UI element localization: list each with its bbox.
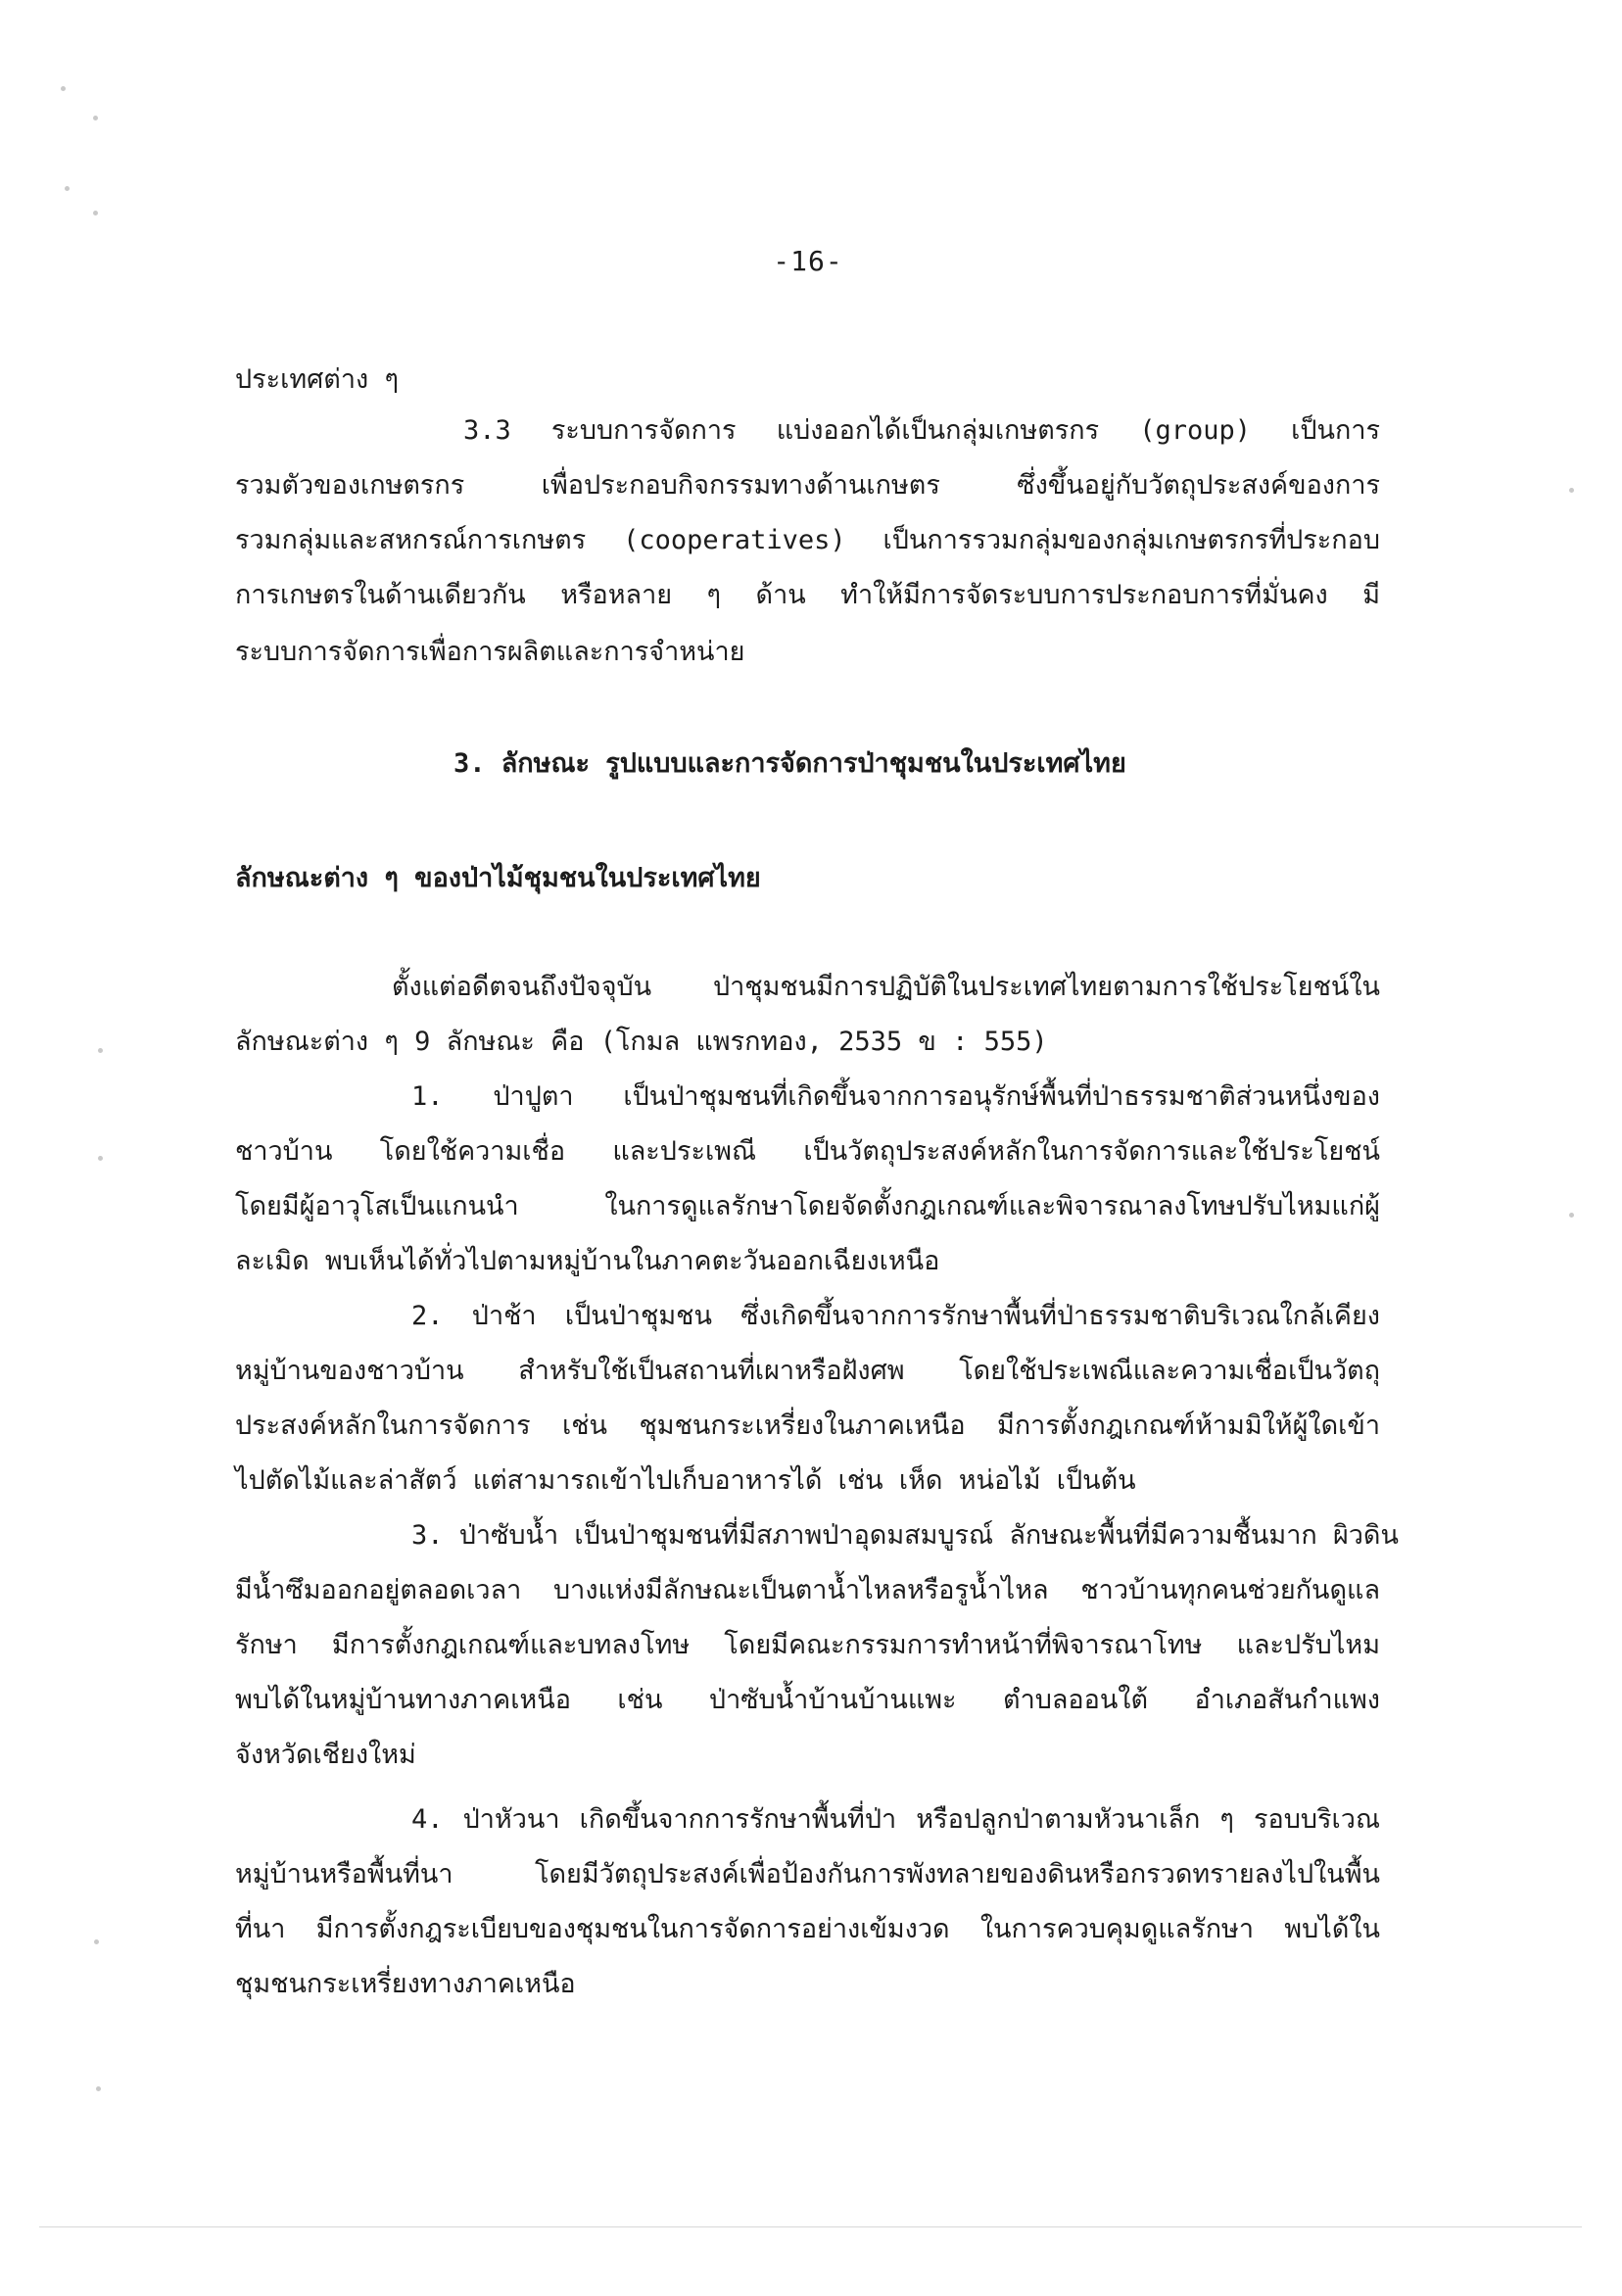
para-33-line-4: การเกษตรในด้านเดียวกัน หรือหลาย ๆ ด้าน ทำให้มีการจัดระบบการประกอบการที่มั่นคง มี: [235, 580, 1380, 610]
scan-speck: [94, 1939, 99, 1944]
item3-line-3: รักษา มีการตั้งกฎเกณฑ์และบทลงโทษ โดยมีคณะกรรมการทำหน้าที่พิจารณาโทษ และปรับไหม: [235, 1630, 1380, 1660]
section-heading: 3. ลักษณะ รูปแบบและการจัดการป่าชุมชนในประเทศไทย: [453, 748, 1126, 779]
para-33-line-1: 3.3 ระบบการจัดการ แบ่งออกได้เป็นกลุ่มเกษตรกร (group) เป็นการ: [463, 415, 1380, 446]
scan-speck: [65, 186, 70, 191]
sub-heading: ลักษณะต่าง ๆ ของป่าไม้ชุมชนในประเทศไทย: [235, 863, 761, 893]
scan-speck: [96, 2086, 101, 2091]
item2-line-3: ประสงค์หลักในการจัดการ เช่น ชุมชนกระเหรี่ยงในภาคเหนือ มีการตั้งกฎเกณฑ์ห้ามมิให้ผู้ใดเข้า: [235, 1411, 1380, 1441]
item3-line-2: มีน้ำซึมออกอยู่ตลอดเวลา บางแห่งมีลักษณะเป็นตาน้ำไหลหรือรูน้ำไหล ชาวบ้านทุกคนช่วยกันดูแล: [235, 1575, 1380, 1605]
item1-line-3: โดยมีผู้อาวุโสเป็นแกนนำ ในการดูแลรักษาโดยจัดตั้งกฎเกณฑ์และพิจารณาลงโทษปรับไหมแก่ผู้: [235, 1191, 1380, 1221]
item1-line-1: 1. ป่าปูตา เป็นป่าชุมชนที่เกิดขึ้นจากการอนุรักษ์พื้นที่ป่าธรรมชาติส่วนหนึ่งของ: [411, 1081, 1380, 1112]
item3-line-1: 3. ป่าซับน้ำ เป็นป่าชุมชนที่มีสภาพป่าอุดมสมบูรณ์ ลักษณะพื้นที่มีความชื้นมาก ผิวดิน: [411, 1520, 1399, 1551]
scan-bottom-edge: [39, 2226, 1582, 2227]
page-number: -16-: [773, 245, 843, 277]
item4-line-1: 4. ป่าหัวนา เกิดขึ้นจากการรักษาพื้นที่ป่า หรือปลูกป่าตามหัวนาเล็ก ๆ รอบบริเวณ: [411, 1804, 1380, 1835]
scan-speck: [98, 1156, 103, 1161]
item1-line-2: ชาวบ้าน โดยใช้ความเชื่อ และประเพณี เป็นวัตถุประสงค์หลักในการจัดการและใช้ประโยชน์: [235, 1136, 1380, 1167]
continuation-line: ประเทศต่าง ๆ: [235, 364, 399, 395]
item1-line-4: ละเมิด พบเห็นได้ทั่วไปตามหมู่บ้านในภาคตะวันออกเฉียงเหนือ: [235, 1246, 940, 1276]
item2-line-2: หมู่บ้านของชาวบ้าน สำหรับใช้เป็นสถานที่เผาหรือฝังศพ โดยใช้ประเพณีและความเชื่อเป็นวัตถุ: [235, 1356, 1380, 1386]
item3-line-4: พบได้ในหมู่บ้านทางภาคเหนือ เช่น ป่าซับน้ำบ้านบ้านแพะ ตำบลออนใต้ อำเภอสันกำแพง: [235, 1685, 1380, 1715]
scan-speck: [61, 86, 66, 91]
scan-speck: [1569, 1213, 1574, 1218]
scan-speck: [98, 1048, 103, 1053]
item4-line-4: ชุมชนกระเหรี่ยงทางภาคเหนือ: [235, 1969, 576, 1999]
intro-line-1: ตั้งแต่อดีตจนถึงปัจจุบัน ป่าชุมชนมีการปฏิบัติในประเทศไทยตามการใช้ประโยชน์ใน: [392, 972, 1380, 1002]
para-33-line-3: รวมกลุ่มและสหกรณ์การเกษตร (cooperatives) เป็นการรวมกลุ่มของกลุ่มเกษตรกรที่ประกอบ: [235, 525, 1380, 555]
scan-speck: [1569, 488, 1574, 493]
item2-line-4: ไปตัดไม้และล่าสัตว์ แต่สามารถเข้าไปเก็บอาหารได้ เช่น เห็ด หน่อไม้ เป็นต้น: [235, 1465, 1136, 1496]
para-33-line-5: ระบบการจัดการเพื่อการผลิตและการจำหน่าย: [235, 637, 745, 667]
item2-line-1: 2. ป่าช้า เป็นป่าชุมชน ซึ่งเกิดขึ้นจากการรักษาพื้นที่ป่าธรรมชาติบริเวณใกล้เคียง: [411, 1301, 1380, 1331]
item3-line-5: จังหวัดเชียงใหม่: [235, 1740, 416, 1770]
item4-line-3: ที่นา มีการตั้งกฎระเบียบของชุมชนในการจัดการอย่างเข้มงวด ในการควบคุมดูแลรักษา พบได้ใน: [235, 1914, 1380, 1944]
scan-speck: [93, 211, 98, 215]
intro-line-2: ลักษณะต่าง ๆ 9 ลักษณะ คือ (โกมล แพรกทอง, 2535 ข : 555): [235, 1027, 1048, 1057]
item4-line-2: หมู่บ้านหรือพื้นที่นา โดยมีวัตถุประสงค์เพื่อป้องกันการพังทลายของดินหรือกรวดทรายลงไปในพื้น: [235, 1859, 1380, 1889]
para-33-line-2: รวมตัวของเกษตรกร เพื่อประกอบกิจกรรมทางด้านเกษตร ซึ่งขึ้นอยู่กับวัตถุประสงค์ของการ: [235, 470, 1380, 501]
scan-speck: [93, 116, 98, 120]
